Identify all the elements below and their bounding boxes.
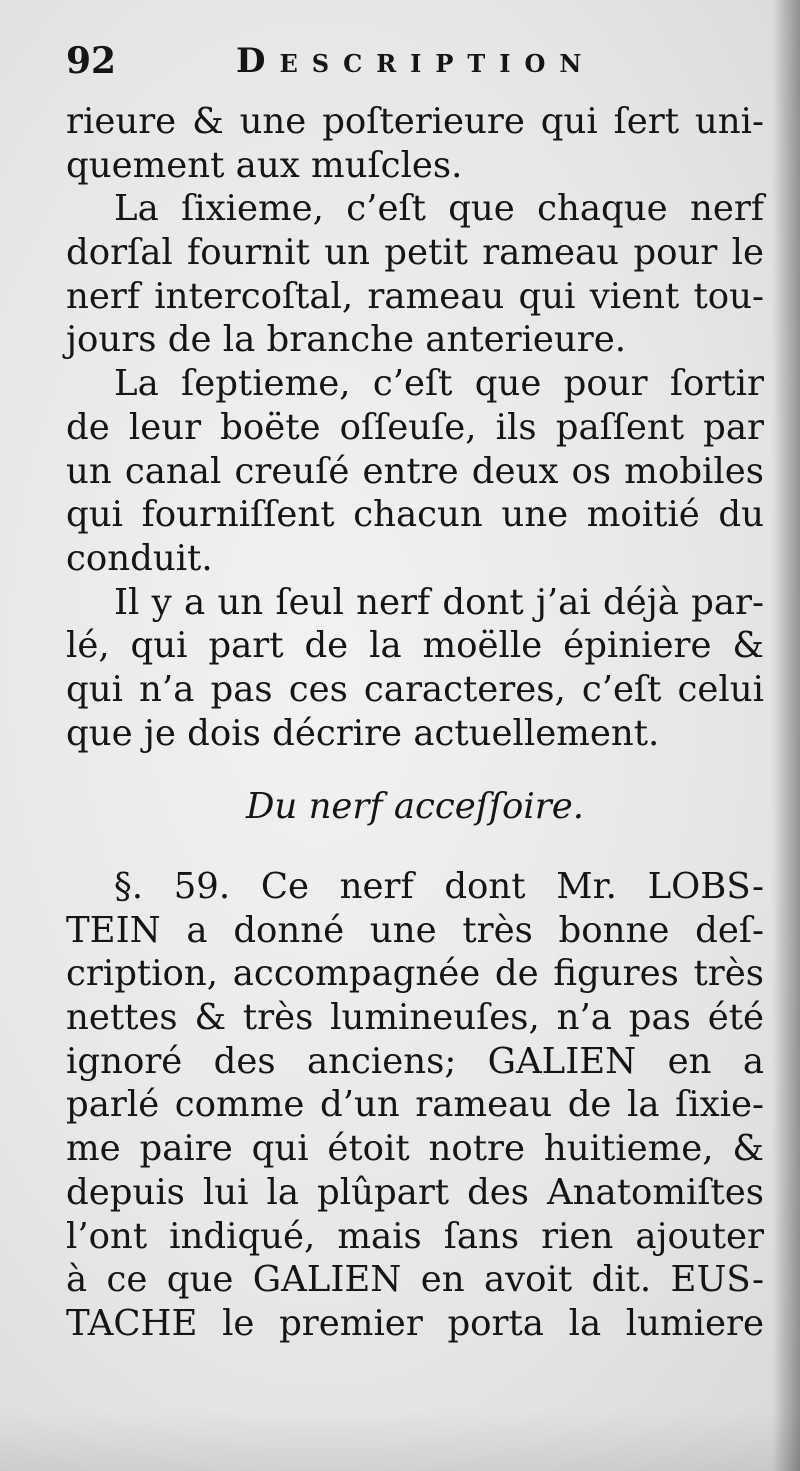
text-line: à ce que GALIEN en avoit dit. EUS- <box>66 1259 764 1301</box>
text-line: nerf intercoſtal, rameau qui vient tou- <box>66 275 764 317</box>
page-header <box>66 36 766 86</box>
running-title: Description <box>236 41 596 81</box>
paragraph-first-line: La ſixieme, c’eſt que chaque nerf <box>114 188 764 230</box>
text-line: qui n’a pas ces caracteres, c’eſt celui <box>66 668 764 710</box>
text-line: l’ont indiqué, mais ſans rien ajouter <box>66 1215 764 1257</box>
paragraph-first-line: §. 59. Ce nerf dont Mr. LOBS- <box>114 866 764 907</box>
text-line: ignoré des anciens; GALIEN en a <box>66 1040 764 1082</box>
section-heading: Du nerf acceſſoire. <box>245 786 585 828</box>
text-line: me paire qui étoit notre huitieme, & <box>66 1128 764 1170</box>
body-text <box>66 100 764 1346</box>
text-line: jours de la branche anterieure. <box>66 319 627 361</box>
page-bottom-shade <box>0 1411 800 1471</box>
text-line: TACHE le premier porta la lumiere <box>66 1302 764 1344</box>
paragraph-first-line: Il y a un ſeul nerf dont j’ai déjà par- <box>114 581 764 623</box>
text-line: quement aux muſcles. <box>66 144 463 186</box>
text-line: conduit. <box>66 537 213 579</box>
text-line: cription, accompagnée de figures très <box>66 953 764 995</box>
text-line: depuis lui la plûpart des Anatomiſtes <box>66 1171 764 1213</box>
text-line: nettes & très lumineuſes, n’a pas été <box>66 997 764 1039</box>
text-line: que je dois décrire actuellement. <box>66 712 660 754</box>
text-line: parlé comme d’un rameau de la ſixie- <box>66 1084 764 1126</box>
text-line: qui fourniſſent chacun une moitié du <box>66 494 764 536</box>
text-line: dorſal fournit un petit rameau pour le <box>66 232 764 274</box>
text-line: rieure & une poſterieure qui ſert uni- <box>66 101 764 142</box>
page-edge-shadow <box>772 0 800 1471</box>
page-number: 92 <box>66 40 117 82</box>
text-line: un canal creuſé entre deux os mobiles <box>66 450 764 492</box>
text-line: lé, qui part de la moëlle épiniere & <box>66 625 764 667</box>
text-line: TEIN a donné une très bonne deſ- <box>66 909 764 951</box>
text-line: de leur boëte oſſeuſe, ils paſſent par <box>66 406 764 448</box>
paragraph-first-line: La ſeptieme, c’eſt que pour ſortir <box>114 363 764 405</box>
